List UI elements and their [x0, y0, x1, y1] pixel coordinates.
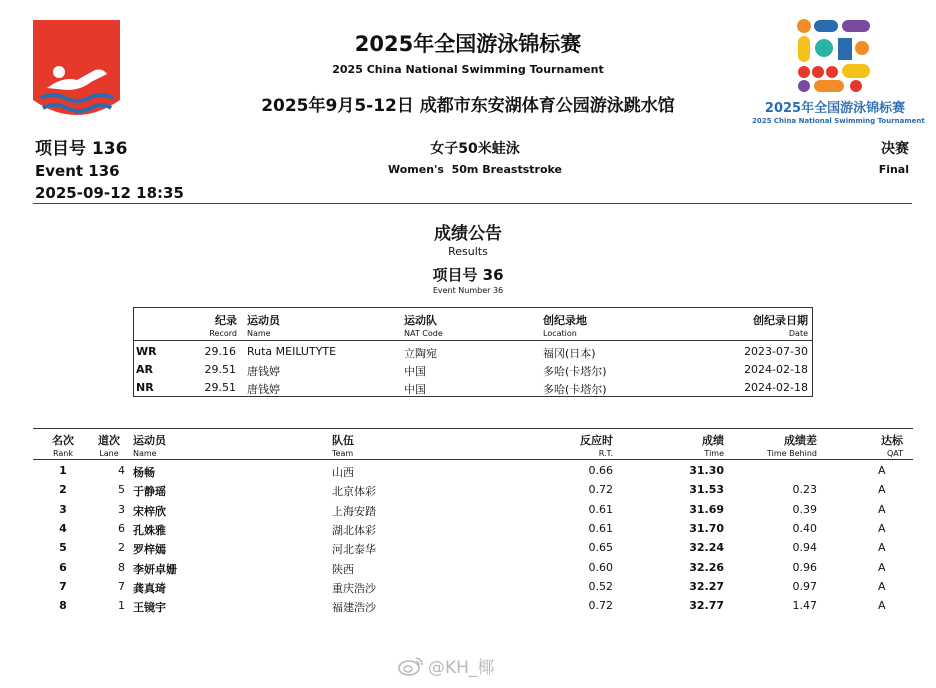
- cell-team: 福建浩沙: [332, 601, 376, 615]
- cell-lane: 3: [118, 502, 125, 516]
- cell-lane: 8: [118, 560, 125, 574]
- cell-behind: 0.39: [792, 502, 817, 516]
- header-en: Time Behind: [767, 449, 817, 458]
- cell-name: 于静瑶: [133, 485, 166, 499]
- record-athlete: 唐钱婷: [247, 383, 280, 396]
- cell-rt: 0.61: [588, 521, 613, 535]
- cell-lane: 6: [118, 521, 125, 535]
- watermark: [398, 653, 494, 681]
- event-name-en: Women's 50m Breaststroke: [388, 163, 562, 176]
- cell-rank: 7: [59, 579, 67, 593]
- record-athlete: Ruta MEILUTYTE: [247, 345, 337, 358]
- header-cn: 运动队: [404, 314, 437, 327]
- header-cn: 反应时: [580, 434, 613, 447]
- cell-name: 李妍卓姗: [133, 562, 177, 576]
- right-logo-subtitle: 2025 China National Swimming Tournament: [752, 117, 925, 125]
- record-time: 29.51: [204, 381, 236, 394]
- header-cn: 达标: [881, 434, 903, 447]
- results-table: [33, 428, 913, 618]
- header-en: R.T.: [598, 449, 613, 458]
- event-datetime: 2025-09-12 18:35: [35, 184, 184, 202]
- records-table: [133, 307, 813, 397]
- records-header-name: [247, 312, 280, 338]
- cell-rank: 3: [59, 502, 67, 516]
- stage-cn: 决赛: [881, 141, 909, 157]
- cell-team: 山西: [332, 466, 354, 479]
- col-name: [133, 432, 166, 458]
- cell-rank: 5: [59, 541, 67, 555]
- cell-time: 31.69: [689, 502, 724, 516]
- record-date: 2023-07-30: [744, 345, 808, 358]
- record-athlete: 唐钱婷: [247, 365, 280, 378]
- table-row: [33, 577, 913, 596]
- cell-rt: 0.52: [588, 579, 613, 593]
- record-type: AR: [136, 363, 153, 376]
- cell-rt: 0.61: [588, 502, 613, 516]
- cell-rt: 0.72: [588, 483, 613, 497]
- table-row: [33, 558, 913, 577]
- cell-rank: 6: [59, 560, 67, 574]
- header-cn: 道次: [98, 434, 120, 447]
- cell-rank: 1: [59, 464, 67, 477]
- header-cn: 成绩差: [784, 434, 817, 447]
- cell-name: 罗梓嫣: [133, 543, 166, 557]
- results-event-en: Event Number 36: [432, 286, 504, 295]
- cell-team: 湖北体彩: [332, 523, 376, 537]
- cell-rt: 0.72: [588, 599, 613, 613]
- results-header: [33, 428, 913, 460]
- col-rank: [47, 432, 79, 458]
- page-subtitle: 2025 China National Swimming Tournament: [332, 63, 604, 76]
- cell-team: 重庆浩沙: [332, 581, 376, 595]
- header-cn: 运动员: [133, 434, 166, 447]
- record-nat: 中国: [404, 365, 426, 378]
- record-nat: 立陶宛: [404, 347, 437, 360]
- cell-name: 孔姝雅: [133, 523, 166, 537]
- col-time: [664, 432, 724, 458]
- table-row: [33, 519, 913, 538]
- cell-time: 32.77: [689, 599, 724, 613]
- col-lane: [93, 432, 125, 458]
- cell-qat: A: [878, 560, 886, 574]
- header-cn: 名次: [52, 434, 74, 447]
- header-en: Date: [788, 329, 808, 338]
- table-row: [33, 596, 913, 615]
- header-en: Location: [543, 329, 577, 338]
- cell-behind: 0.94: [792, 541, 817, 555]
- header-en: Rank: [53, 449, 73, 458]
- cell-behind: 0.97: [792, 579, 817, 593]
- cell-time: 32.24: [689, 541, 724, 555]
- cell-qat: A: [878, 521, 886, 535]
- results-title-en: Results: [448, 245, 488, 258]
- cell-rt: 0.60: [588, 560, 613, 574]
- record-date: 2024-02-18: [744, 363, 808, 376]
- header-divider: [33, 203, 912, 204]
- col-rt: [553, 432, 613, 458]
- cell-rank: 8: [59, 599, 67, 613]
- header-en: Name: [133, 449, 157, 458]
- cell-team: 河北泰华: [332, 543, 376, 557]
- record-location: 福冈(日本): [543, 347, 596, 360]
- cell-name: 杨畅: [133, 466, 155, 479]
- event-number-cn: 项目号 136: [35, 139, 128, 159]
- table-row: [33, 500, 913, 519]
- record-location: 多哈(卡塔尔): [543, 383, 607, 396]
- cell-name: 宋梓欣: [133, 504, 166, 518]
- event-number-en: Event 136: [35, 162, 120, 180]
- table-row: [33, 480, 913, 499]
- record-type: WR: [136, 345, 157, 358]
- weibo-icon: [398, 656, 424, 681]
- cell-lane: 2: [118, 541, 125, 555]
- header-cn: 创纪录日期: [753, 314, 808, 327]
- records-header-nat: [404, 312, 443, 338]
- records-header-record: [204, 312, 237, 338]
- cell-rank: 4: [59, 521, 67, 535]
- cell-team: 上海安踏: [332, 504, 376, 518]
- cell-qat: A: [878, 599, 886, 613]
- header-cn: 运动员: [247, 314, 280, 327]
- cell-rank: 2: [59, 483, 67, 497]
- cell-team: 陕西: [332, 562, 354, 576]
- cell-behind: 0.40: [792, 521, 817, 535]
- event-name: [300, 138, 650, 176]
- watermark-text: @KH_椰: [428, 658, 495, 678]
- event-stage: [879, 138, 909, 176]
- cell-time: 32.27: [689, 579, 724, 593]
- record-row: [134, 378, 812, 397]
- cell-name: 王镜宇: [133, 601, 166, 615]
- cell-time: 31.30: [689, 464, 724, 477]
- results-title-cn: 成绩公告: [434, 224, 502, 244]
- cell-qat: A: [878, 579, 886, 593]
- cell-behind: 1.47: [792, 599, 817, 613]
- header-en: QAT: [886, 449, 903, 458]
- header-cn: 纪录: [215, 314, 237, 327]
- header-cn: 成绩: [702, 434, 724, 447]
- results-event-cn: 项目号 36: [432, 266, 504, 284]
- header-en: Name: [247, 329, 271, 338]
- record-row: [134, 360, 812, 379]
- record-time: 29.16: [204, 345, 236, 358]
- record-time: 29.51: [204, 363, 236, 376]
- header-cn: 队伍: [332, 434, 354, 447]
- table-row: [33, 461, 913, 480]
- page-title: 2025年全国游泳锦标赛: [354, 32, 582, 56]
- record-date: 2024-02-18: [744, 381, 808, 394]
- cell-time: 31.53: [689, 483, 724, 497]
- record-nat: 中国: [404, 383, 426, 396]
- records-header-date: [753, 312, 808, 338]
- record-location: 多哈(卡塔尔): [543, 365, 607, 378]
- stage-en: Final: [878, 163, 909, 176]
- header-en: Record: [209, 329, 237, 338]
- records-header: [134, 308, 812, 341]
- col-behind: [733, 432, 817, 458]
- right-logo-title: 2025年全国游泳锦标赛: [764, 101, 906, 116]
- cell-rt: 0.66: [588, 464, 613, 477]
- cell-qat: A: [878, 502, 886, 516]
- col-qat: [853, 432, 903, 458]
- header-en: Time: [704, 449, 724, 458]
- cell-lane: 4: [118, 464, 125, 477]
- cell-team: 北京体彩: [332, 485, 376, 499]
- cell-time: 32.26: [689, 560, 724, 574]
- col-team: [332, 432, 354, 458]
- cell-lane: 5: [118, 483, 125, 497]
- record-row: [134, 342, 812, 361]
- cell-name: 龚真琦: [133, 581, 166, 595]
- table-row: [33, 538, 913, 557]
- venue-line: 2025年9月5-12日 成都市东安湖体育公园游泳跳水馆: [261, 96, 675, 116]
- header-en: Lane: [99, 449, 119, 458]
- cell-lane: 7: [118, 579, 125, 593]
- cell-qat: A: [878, 464, 886, 477]
- cell-time: 31.70: [689, 521, 724, 535]
- cell-qat: A: [878, 483, 886, 497]
- records-header-location: [543, 312, 587, 338]
- header-cn: 创纪录地: [543, 314, 587, 327]
- event-name-cn: 女子50米蛙泳: [430, 141, 520, 157]
- cell-rt: 0.65: [588, 541, 613, 555]
- header-en: NAT Code: [404, 329, 443, 338]
- record-type: NR: [136, 381, 154, 394]
- event-info: [35, 134, 184, 202]
- cell-behind: 0.23: [792, 483, 817, 497]
- cell-behind: 0.96: [792, 560, 817, 574]
- header-en: Team: [332, 449, 354, 458]
- cell-lane: 1: [118, 599, 125, 613]
- cell-qat: A: [878, 541, 886, 555]
